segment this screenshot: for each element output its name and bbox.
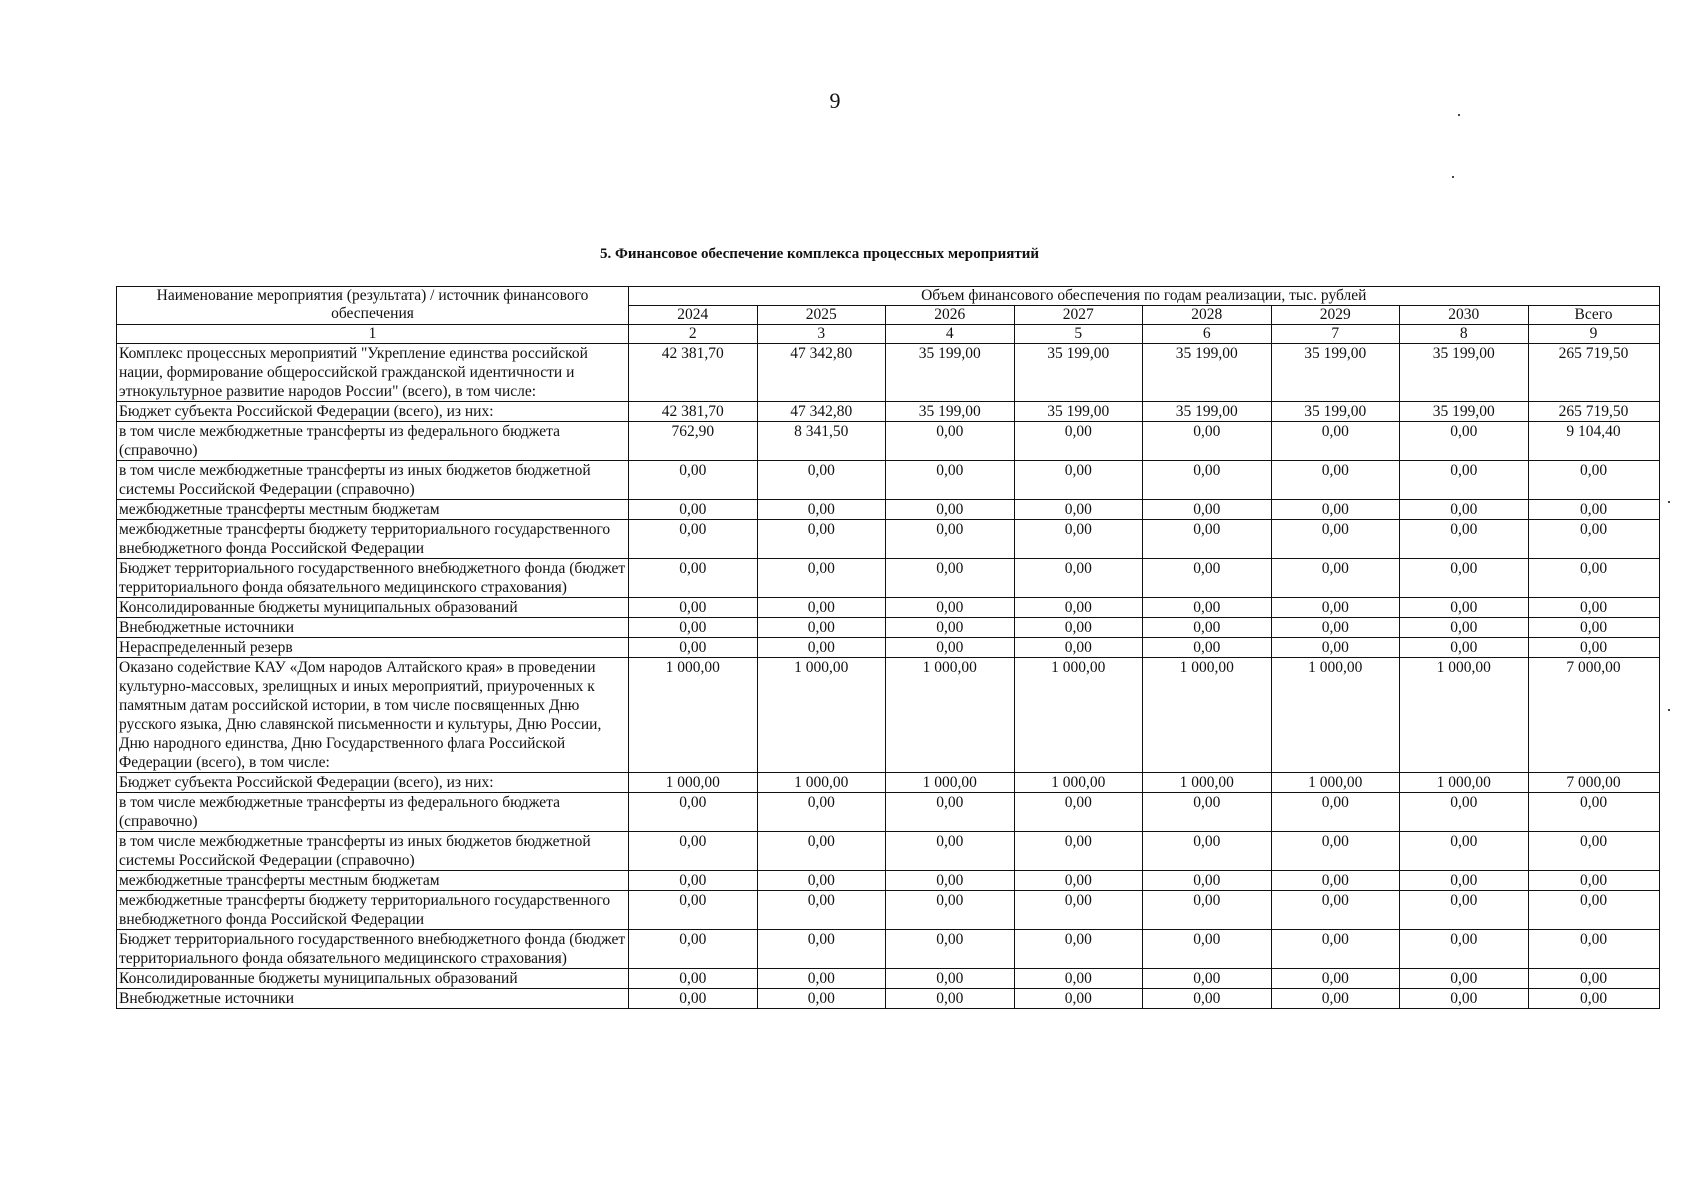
value-cell: 1 000,00 (1143, 658, 1272, 773)
value-cell: 0,00 (757, 969, 886, 989)
table-row (117, 402, 1660, 422)
value-cell: 0,00 (1014, 422, 1143, 461)
value-cell: 35 199,00 (1143, 344, 1272, 402)
value-cell: 0,00 (1143, 500, 1272, 520)
value-cell: 0,00 (886, 871, 1015, 891)
value-cell: 0,00 (1271, 891, 1400, 930)
value-cell: 0,00 (1528, 559, 1659, 598)
value-cell: 35 199,00 (1400, 402, 1529, 422)
value-cell: 0,00 (757, 891, 886, 930)
value-cell: 0,00 (629, 461, 758, 500)
value-cell: 0,00 (1271, 500, 1400, 520)
value-cell: 1 000,00 (757, 658, 886, 773)
value-cell: 0,00 (1528, 989, 1659, 1009)
value-cell: 1 000,00 (1400, 658, 1529, 773)
value-cell: 0,00 (886, 598, 1015, 618)
value-cell: 0,00 (1014, 520, 1143, 559)
value-cell: 0,00 (886, 891, 1015, 930)
table-row (117, 969, 1660, 989)
value-cell: 35 199,00 (1271, 402, 1400, 422)
table-row (117, 344, 1660, 402)
value-cell: 0,00 (1528, 638, 1659, 658)
value-cell: 8 341,50 (757, 422, 886, 461)
table-row (117, 638, 1660, 658)
value-cell: 0,00 (1014, 500, 1143, 520)
value-cell: 0,00 (629, 638, 758, 658)
value-cell: 0,00 (1143, 422, 1272, 461)
value-cell: 0,00 (1014, 559, 1143, 598)
row-name-cell: Оказано содействие КАУ «Дом народов Алтайского края» в проведении культурно-массовых, зрелищных и иных мероприятий, приуроченных к памятным датам российской истории, в том числе посвященных Дню русского языка, Дню славянской письменности и культуры, Дню России, Дню народного единства, Дню Государственного флага Российской Федерации (всего), в том числе: (117, 658, 629, 773)
value-cell: 0,00 (886, 969, 1015, 989)
scan-speck (1668, 709, 1670, 711)
value-cell: 1 000,00 (886, 773, 1015, 793)
value-cell: 1 000,00 (629, 658, 758, 773)
value-cell: 0,00 (1528, 930, 1659, 969)
table-row (117, 520, 1660, 559)
table-body (117, 344, 1660, 1009)
value-cell: 0,00 (1271, 930, 1400, 969)
value-cell: 0,00 (757, 461, 886, 500)
value-cell: 0,00 (629, 618, 758, 638)
row-name-cell: в том числе межбюджетные трансферты из федерального бюджета (справочно) (117, 793, 629, 832)
value-cell: 0,00 (1014, 618, 1143, 638)
row-name-cell: Бюджет территориального государственного внебюджетного фонда (бюджет территориального фонда обязательного медицинского страхования) (117, 930, 629, 969)
value-cell: 0,00 (1528, 461, 1659, 500)
value-cell: 0,00 (757, 559, 886, 598)
value-cell: 0,00 (1400, 520, 1529, 559)
table-row (117, 891, 1660, 930)
value-cell: 1 000,00 (1400, 773, 1529, 793)
header-year-cell: 2030 (1400, 306, 1529, 325)
table-row (117, 598, 1660, 618)
value-cell: 35 199,00 (1271, 344, 1400, 402)
value-cell: 0,00 (1271, 793, 1400, 832)
value-cell: 35 199,00 (1400, 344, 1529, 402)
header-name-cell: Наименование мероприятия (результата) / источник финансового обеспечения (117, 287, 629, 325)
header-year-cell: 2028 (1143, 306, 1272, 325)
value-cell: 0,00 (629, 793, 758, 832)
row-name-cell: межбюджетные трансферты местным бюджетам (117, 871, 629, 891)
row-name-cell: Нераспределенный резерв (117, 638, 629, 658)
value-cell: 1 000,00 (757, 773, 886, 793)
value-cell: 0,00 (1271, 638, 1400, 658)
row-name-cell: межбюджетные трансферты бюджету территориального государственного внебюджетного фонда Российской Федерации (117, 520, 629, 559)
value-cell: 0,00 (1143, 871, 1272, 891)
header-year-cell: 2026 (886, 306, 1015, 325)
value-cell: 0,00 (1271, 989, 1400, 1009)
row-name-cell: Внебюджетные источники (117, 989, 629, 1009)
value-cell: 0,00 (1528, 500, 1659, 520)
header-year-cell: 2029 (1271, 306, 1400, 325)
value-cell: 35 199,00 (1014, 344, 1143, 402)
row-name-cell: Консолидированные бюджеты муниципальных образований (117, 598, 629, 618)
value-cell: 0,00 (629, 598, 758, 618)
value-cell: 42 381,70 (629, 344, 758, 402)
value-cell: 0,00 (886, 500, 1015, 520)
value-cell: 0,00 (1143, 598, 1272, 618)
value-cell: 0,00 (1143, 969, 1272, 989)
value-cell: 0,00 (1143, 520, 1272, 559)
value-cell: 0,00 (1400, 598, 1529, 618)
value-cell: 0,00 (1143, 832, 1272, 871)
header-col-number-cell: 2 (629, 325, 758, 344)
value-cell: 0,00 (886, 422, 1015, 461)
row-name-cell: межбюджетные трансферты бюджету территориального государственного внебюджетного фонда Российской Федерации (117, 891, 629, 930)
value-cell: 0,00 (1014, 930, 1143, 969)
value-cell: 0,00 (757, 520, 886, 559)
row-name-cell: Бюджет субъекта Российской Федерации (всего), из них: (117, 773, 629, 793)
value-cell: 0,00 (757, 638, 886, 658)
table-row (117, 930, 1660, 969)
value-cell: 0,00 (886, 618, 1015, 638)
header-year-cell: Всего (1528, 306, 1659, 325)
value-cell: 0,00 (886, 461, 1015, 500)
value-cell: 0,00 (1400, 989, 1529, 1009)
value-cell: 0,00 (757, 930, 886, 969)
value-cell: 0,00 (1014, 793, 1143, 832)
value-cell: 1 000,00 (1143, 773, 1272, 793)
row-name-cell: Бюджет субъекта Российской Федерации (всего), из них: (117, 402, 629, 422)
value-cell: 0,00 (886, 989, 1015, 1009)
value-cell: 0,00 (629, 871, 758, 891)
value-cell: 0,00 (1400, 559, 1529, 598)
value-cell: 1 000,00 (1271, 773, 1400, 793)
row-name-cell: в том числе межбюджетные трансферты из иных бюджетов бюджетной системы Российской Федерации (справочно) (117, 461, 629, 500)
value-cell: 265 719,50 (1528, 402, 1659, 422)
value-cell: 0,00 (1143, 461, 1272, 500)
value-cell: 0,00 (757, 598, 886, 618)
value-cell: 1 000,00 (1271, 658, 1400, 773)
value-cell: 0,00 (1143, 930, 1272, 969)
value-cell: 0,00 (1143, 618, 1272, 638)
value-cell: 0,00 (1528, 832, 1659, 871)
header-row-col-numbers (117, 325, 1660, 344)
value-cell: 0,00 (1271, 520, 1400, 559)
value-cell: 0,00 (1271, 422, 1400, 461)
value-cell: 0,00 (1014, 989, 1143, 1009)
header-col-number-cell: 9 (1528, 325, 1659, 344)
value-cell: 0,00 (1271, 871, 1400, 891)
value-cell: 0,00 (757, 793, 886, 832)
value-cell: 0,00 (1528, 598, 1659, 618)
value-cell: 0,00 (1271, 559, 1400, 598)
value-cell: 0,00 (1271, 598, 1400, 618)
value-cell: 0,00 (629, 969, 758, 989)
value-cell: 0,00 (1014, 461, 1143, 500)
value-cell: 0,00 (1400, 891, 1529, 930)
value-cell: 0,00 (1014, 638, 1143, 658)
section-title: 5. Финансовое обеспечение комплекса процессных мероприятий (600, 246, 1039, 262)
page-number: 9 (829, 88, 841, 113)
value-cell: 0,00 (1400, 461, 1529, 500)
value-cell: 35 199,00 (1014, 402, 1143, 422)
table-row (117, 618, 1660, 638)
value-cell: 0,00 (629, 520, 758, 559)
value-cell: 0,00 (1528, 793, 1659, 832)
value-cell: 0,00 (629, 500, 758, 520)
scan-speck (1452, 176, 1454, 178)
header-year-cell: 2024 (629, 306, 758, 325)
value-cell: 0,00 (1400, 930, 1529, 969)
value-cell: 0,00 (1143, 793, 1272, 832)
scan-speck (1458, 114, 1460, 116)
value-cell: 762,90 (629, 422, 758, 461)
value-cell: 0,00 (757, 871, 886, 891)
value-cell: 0,00 (1528, 891, 1659, 930)
row-name-cell: в том числе межбюджетные трансферты из иных бюджетов бюджетной системы Российской Федерации (справочно) (117, 832, 629, 871)
value-cell: 0,00 (629, 989, 758, 1009)
value-cell: 0,00 (1400, 969, 1529, 989)
value-cell: 1 000,00 (629, 773, 758, 793)
value-cell: 0,00 (1271, 461, 1400, 500)
row-name-cell: межбюджетные трансферты местным бюджетам (117, 500, 629, 520)
value-cell: 7 000,00 (1528, 658, 1659, 773)
value-cell: 265 719,50 (1528, 344, 1659, 402)
value-cell: 0,00 (1014, 871, 1143, 891)
value-cell: 0,00 (1271, 618, 1400, 638)
header-col-number-cell: 8 (1400, 325, 1529, 344)
value-cell: 0,00 (1143, 638, 1272, 658)
row-name-cell: Консолидированные бюджеты муниципальных образований (117, 969, 629, 989)
header-col-number-cell: 3 (757, 325, 886, 344)
row-name-cell: Внебюджетные источники (117, 618, 629, 638)
header-year-cell: 2025 (757, 306, 886, 325)
value-cell: 0,00 (886, 793, 1015, 832)
value-cell: 0,00 (629, 559, 758, 598)
header-group-cell: Объем финансового обеспечения по годам реализации, тыс. рублей (629, 287, 1660, 306)
value-cell: 0,00 (1400, 618, 1529, 638)
value-cell: 0,00 (1014, 969, 1143, 989)
table-row (117, 559, 1660, 598)
table-row (117, 832, 1660, 871)
header-col-number-cell: 5 (1014, 325, 1143, 344)
value-cell: 0,00 (886, 930, 1015, 969)
value-cell: 47 342,80 (757, 402, 886, 422)
row-name-cell: в том числе межбюджетные трансферты из федерального бюджета (справочно) (117, 422, 629, 461)
value-cell: 0,00 (1400, 422, 1529, 461)
value-cell: 0,00 (757, 618, 886, 638)
value-cell: 0,00 (886, 520, 1015, 559)
header-col-number-cell: 7 (1271, 325, 1400, 344)
value-cell: 0,00 (1271, 969, 1400, 989)
value-cell: 0,00 (1400, 793, 1529, 832)
row-name-cell: Комплекс процессных мероприятий "Укрепление единства российской нации, формирование общероссийской гражданской идентичности и этнокультурное развитие народов России" (всего), в том числе: (117, 344, 629, 402)
value-cell: 0,00 (1400, 871, 1529, 891)
table-row (117, 989, 1660, 1009)
header-row-main (117, 287, 1660, 306)
value-cell: 0,00 (1014, 891, 1143, 930)
table-row (117, 773, 1660, 793)
value-cell: 0,00 (1014, 832, 1143, 871)
value-cell: 35 199,00 (1143, 402, 1272, 422)
header-col-number-cell: 4 (886, 325, 1015, 344)
value-cell: 7 000,00 (1528, 773, 1659, 793)
value-cell: 0,00 (1143, 559, 1272, 598)
value-cell: 0,00 (757, 500, 886, 520)
value-cell: 0,00 (1143, 989, 1272, 1009)
value-cell: 47 342,80 (757, 344, 886, 402)
row-name-cell: Бюджет территориального государственного внебюджетного фонда (бюджет территориального фонда обязательного медицинского страхования) (117, 559, 629, 598)
value-cell: 1 000,00 (886, 658, 1015, 773)
value-cell: 42 381,70 (629, 402, 758, 422)
value-cell: 0,00 (629, 891, 758, 930)
table-row (117, 500, 1660, 520)
value-cell: 0,00 (1400, 638, 1529, 658)
table-row (117, 422, 1660, 461)
value-cell: 0,00 (886, 832, 1015, 871)
value-cell: 0,00 (757, 989, 886, 1009)
value-cell: 0,00 (1143, 891, 1272, 930)
value-cell: 1 000,00 (1014, 773, 1143, 793)
value-cell: 1 000,00 (1014, 658, 1143, 773)
value-cell: 0,00 (1400, 500, 1529, 520)
value-cell: 0,00 (886, 638, 1015, 658)
header-year-cell: 2027 (1014, 306, 1143, 325)
value-cell: 0,00 (1528, 618, 1659, 638)
table-row (117, 871, 1660, 891)
value-cell: 0,00 (1528, 969, 1659, 989)
header-col-number-cell: 1 (117, 325, 629, 344)
value-cell: 0,00 (629, 832, 758, 871)
scan-speck (1668, 501, 1670, 503)
header-col-number-cell: 6 (1143, 325, 1272, 344)
table-row (117, 461, 1660, 500)
value-cell: 0,00 (757, 832, 886, 871)
value-cell: 0,00 (1014, 598, 1143, 618)
value-cell: 0,00 (886, 559, 1015, 598)
table-row (117, 658, 1660, 773)
value-cell: 35 199,00 (886, 344, 1015, 402)
value-cell: 9 104,40 (1528, 422, 1659, 461)
financing-table (116, 286, 1660, 1009)
value-cell: 0,00 (1271, 832, 1400, 871)
value-cell: 0,00 (1528, 520, 1659, 559)
table-row (117, 793, 1660, 832)
value-cell: 0,00 (629, 930, 758, 969)
value-cell: 0,00 (1400, 832, 1529, 871)
value-cell: 0,00 (1528, 871, 1659, 891)
value-cell: 35 199,00 (886, 402, 1015, 422)
